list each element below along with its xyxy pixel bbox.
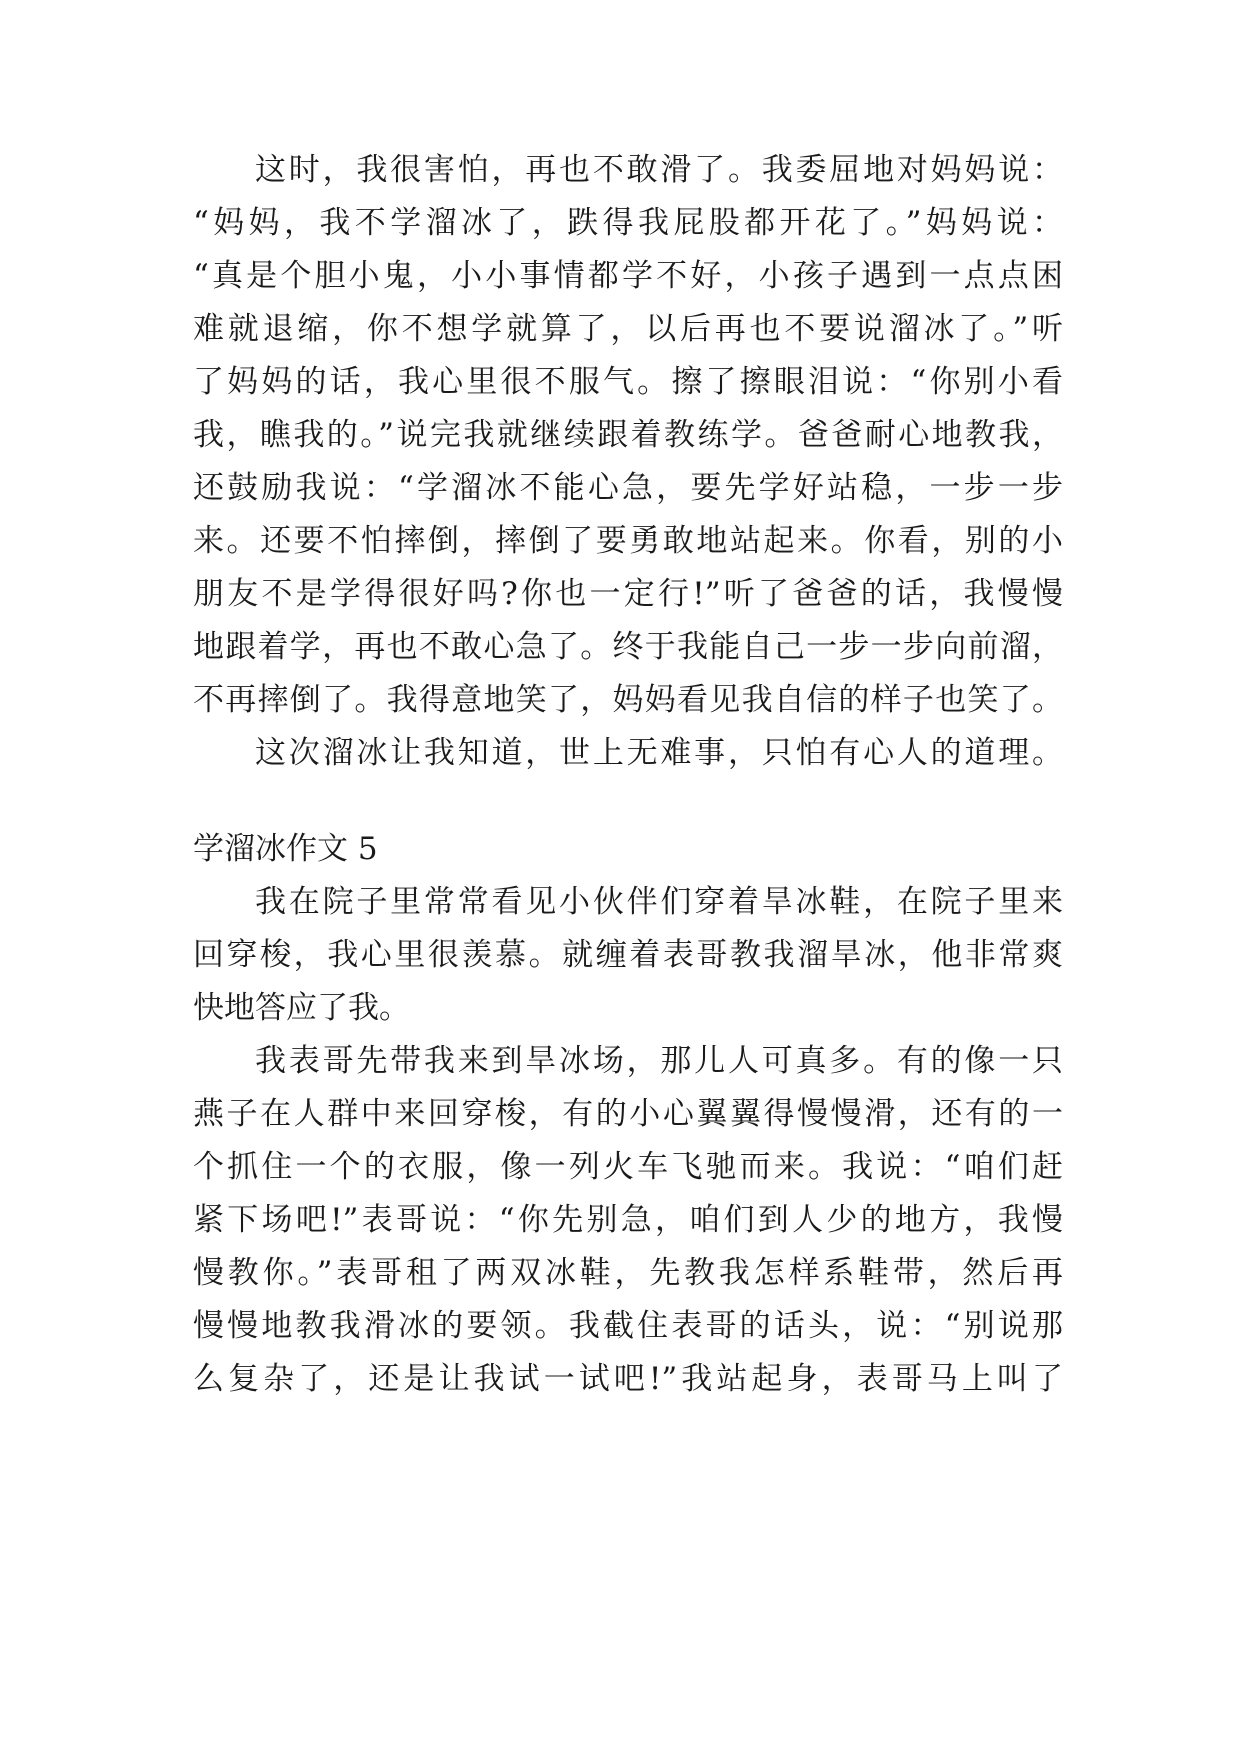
text-line: “真是个胆小鬼，小小事情都学不好，小孩子遇到一点点困 [193, 258, 1063, 294]
text-line: 朋友不是学得很好吗?你也一定行!”听了爸爸的话，我慢慢 [193, 576, 1063, 612]
text-line: 我在院子里常常看见小伙伴们穿着旱冰鞋，在院子里来 [255, 884, 1063, 920]
text-line: 地跟着学，再也不敢心急了。终于我能自己一步一步向前溜， [193, 629, 1063, 665]
text-line: 慢慢地教我滑冰的要领。我截住表哥的话头，说：“别说那 [193, 1308, 1063, 1344]
text-line: 回穿梭，我心里很羡慕。就缠着表哥教我溜旱冰，他非常爽 [193, 937, 1063, 973]
text-line: 了妈妈的话，我心里很不服气。擦了擦眼泪说：“你别小看 [193, 364, 1063, 400]
text-line: 我表哥先带我来到旱冰场，那儿人可真多。有的像一只 [255, 1043, 1063, 1079]
text-line: 这次溜冰让我知道，世上无难事，只怕有心人的道理。 [255, 735, 1063, 771]
text-line: 紧下场吧!”表哥说：“你先别急，咱们到人少的地方，我慢 [193, 1202, 1063, 1238]
text-line: 么复杂了，还是让我试一试吧!”我站起身，表哥马上叫了 [193, 1361, 1063, 1397]
text-line: 我，瞧我的。”说完我就继续跟着教练学。爸爸耐心地教我， [193, 417, 1063, 453]
text-line: 不再摔倒了。我得意地笑了，妈妈看见我自信的样子也笑了。 [193, 682, 1063, 718]
text-line: “妈妈，我不学溜冰了，跌得我屁股都开花了。”妈妈说： [193, 205, 1063, 241]
text-line: 个抓住一个的衣服，像一列火车飞驰而来。我说：“咱们赶 [193, 1149, 1063, 1185]
text-line: 这时，我很害怕，再也不敢滑了。我委屈地对妈妈说： [255, 152, 1063, 188]
text-line: 来。还要不怕摔倒，摔倒了要勇敢地站起来。你看，别的小 [193, 523, 1063, 559]
text-line: 难就退缩，你不想学就算了，以后再也不要说溜冰了。”听 [193, 311, 1063, 347]
text-line: 还鼓励我说：“学溜冰不能心急，要先学好站稳，一步一步 [193, 470, 1063, 506]
section-title: 学溜冰作文 5 [193, 831, 378, 867]
text-line: 快地答应了我。 [193, 990, 410, 1026]
text-line: 慢教你。”表哥租了两双冰鞋，先教我怎样系鞋带，然后再 [193, 1255, 1063, 1291]
text-line: 燕子在人群中来回穿梭，有的小心翼翼得慢慢滑，还有的一 [193, 1096, 1063, 1132]
